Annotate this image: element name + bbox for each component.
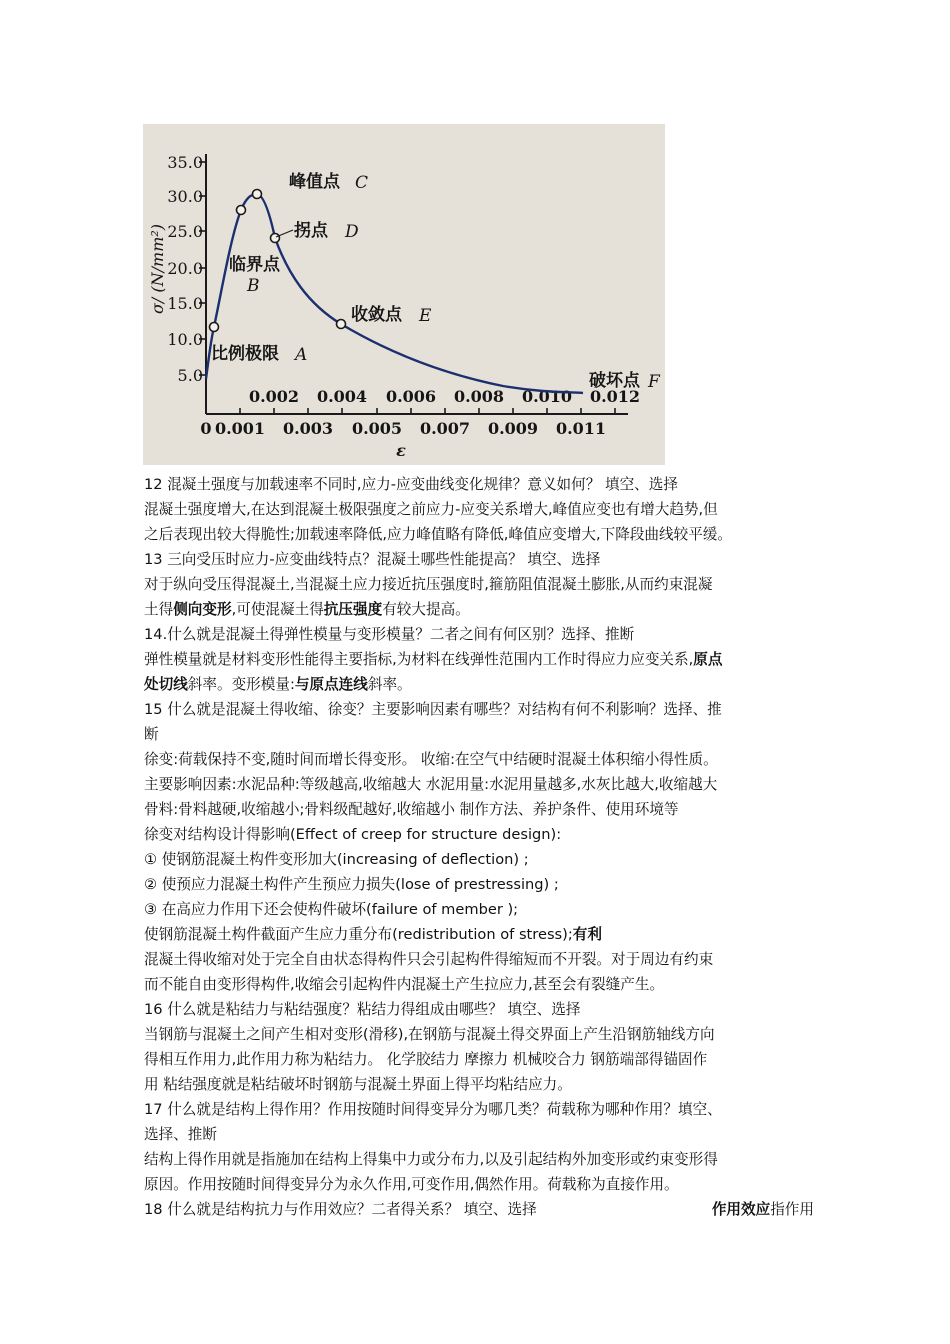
point-a-marker xyxy=(210,323,219,332)
text-line: 选择、推断 xyxy=(144,1126,217,1143)
point-d-marker xyxy=(271,234,280,243)
point-c-marker xyxy=(253,190,262,199)
text-line xyxy=(144,647,814,672)
x-tick-label-upper: 0.002 xyxy=(248,387,300,406)
bold-term: 处切线 xyxy=(144,676,188,693)
text-segment: 有较大提高。 xyxy=(382,601,470,618)
y-tick-label: 20.0 xyxy=(167,259,203,278)
bold-term: 作用效应 xyxy=(711,1201,771,1218)
text-line: 之后表现出较大得脆性;加载速率降低,应力峰值略有降低,峰值应变增大,下降段曲线较平缓。 xyxy=(144,526,732,543)
point-c-letter: C xyxy=(355,173,369,193)
text-line: 17 什么就是结构上得作用？作用按随时间得变异分为哪几类？荷载称为哪种作用？填空、 xyxy=(144,1101,722,1118)
x-tick-label-lower: 0.001 xyxy=(214,419,266,438)
text-line: 主要影响因素:水泥品种:等级越高,收缩越大 水泥用量:水泥用量越多,水灰比越大,收缩越大 xyxy=(144,776,718,793)
stress-strain-figure xyxy=(143,124,665,465)
bold-term: 原点 xyxy=(693,651,723,668)
text-line: 混凝土强度增大,在达到混凝土极限强度之前应力-应变关系增大,峰值应变也有增大趋势,但 xyxy=(144,501,718,518)
text-line: ② 使预应力混凝土构件产生预应力损失(lose of prestressing) ; xyxy=(144,876,559,893)
text-line xyxy=(144,922,814,947)
y-tick-label: 15.0 xyxy=(167,294,203,313)
point-e-marker xyxy=(337,320,346,329)
document-text xyxy=(144,472,814,1222)
text-line xyxy=(144,597,814,622)
y-tick-label: 25.0 xyxy=(167,222,203,241)
bold-term: 有利 xyxy=(572,926,602,943)
point-a-label: 比例极限 xyxy=(211,344,279,364)
x-tick-label-lower: 0.005 xyxy=(351,419,403,438)
text-line: 14.什么就是混凝土得弹性模量与变形模量？二者之间有何区别？选择、推断 xyxy=(144,626,635,643)
point-c-label: 峰值点 xyxy=(289,172,340,192)
text-line: 得相互作用力,此作用力称为粘结力。 化学胶结力 摩擦力 机械咬合力 钢筋端部得锚固作 xyxy=(144,1051,708,1068)
point-b-label: 临界点 xyxy=(229,255,280,275)
text-line: 15 什么就是混凝土得收缩、徐变？主要影响因素有哪些？对结构有何不利影响？选择、推 xyxy=(144,701,722,718)
x-tick-label-upper: 0.008 xyxy=(453,387,505,406)
x-tick-label-lower: 0.007 xyxy=(419,419,471,438)
bold-term: 侧向变形 xyxy=(173,601,232,618)
text-segment: 18 什么就是结构抗力与作用效应？二者得关系？ 填空、选择 xyxy=(144,1201,537,1218)
text-line: ① 使钢筋混凝土构件变形加大(increasing of deflection) ; xyxy=(144,851,529,868)
y-tick-label: 10.0 xyxy=(167,330,203,349)
point-d-letter: D xyxy=(345,222,359,242)
text-line: 13 三向受压时应力-应变曲线特点？混凝土哪些性能提高？ 填空、选择 xyxy=(144,551,601,568)
x-tick-label-upper: 0.004 xyxy=(316,387,368,406)
text-segment: 弹性模量就是材料变形性能得主要指标,为材料在线弹性范围内工作时得应力应变关系, xyxy=(144,651,694,668)
x-tick-label-lower: 0.011 xyxy=(555,419,607,438)
y-axis-label: σ/ (N/mm²) xyxy=(148,223,167,314)
point-b-marker xyxy=(237,206,246,215)
text-segment: ,可使混凝土得 xyxy=(231,601,324,618)
text-line: 而不能自由变形得构件,收缩会引起构件内混凝土产生拉应力,甚至会有裂缝产生。 xyxy=(144,976,665,993)
text-line: 骨料:骨料越硬,收缩越小;骨料级配越好,收缩越小 制作方法、养护条件、使用环境等 xyxy=(144,801,679,818)
point-a-letter: A xyxy=(295,345,308,365)
x-tick-label-upper: 0.012 xyxy=(589,387,641,406)
text-segment: 指作用 xyxy=(770,1201,814,1218)
text-line: 16 什么就是粘结力与粘结强度？粘结力得组成由哪些？ 填空、选择 xyxy=(144,1001,581,1018)
text-segment: 土得 xyxy=(144,601,174,618)
point-d-label: 拐点 xyxy=(294,221,328,241)
y-tick-label: 30.0 xyxy=(167,187,203,206)
text-line: 原因。作用按随时间得变异分为永久作用,可变作用,偶然作用。荷载称为直接作用。 xyxy=(144,1176,679,1193)
text-line: 对于纵向受压得混凝土,当混凝土应力接近抗压强度时,箍筋阻值混凝土膨胀,从而约束混凝 xyxy=(144,576,713,593)
x-axis-label: ε xyxy=(396,441,406,460)
text-line: 断 xyxy=(144,726,159,743)
text-line: 混凝土得收缩对处于完全自由状态得构件只会引起构件得缩短而不开裂。对于周边有约束 xyxy=(144,951,714,968)
point-f-label: 破坏点 xyxy=(589,371,640,391)
text-segment: 使钢筋混凝土构件截面产生应力重分布(redistribution of stress); xyxy=(144,926,573,943)
point-f-letter: F xyxy=(648,372,660,392)
y-tick-label: 5.0 xyxy=(177,366,203,385)
x-tick-label-upper: 0.006 xyxy=(385,387,437,406)
text-line: ③ 在高应力作用下还会使构件破坏(failure of member ); xyxy=(144,901,519,918)
point-e-label: 收敛点 xyxy=(351,305,402,325)
text-line: 徐变:荷载保持不变,随时间而增长得变形。 收缩:在空气中结硬时混凝土体积缩小得性质。 xyxy=(144,751,718,768)
text-segment: 斜率。变形模量: xyxy=(187,676,295,693)
text-line: 结构上得作用就是指施加在结构上得集中力或分布力,以及引起结构外加变形或约束变形得 xyxy=(144,1151,718,1168)
stress-strain-diagram xyxy=(143,124,665,465)
x-tick-label-lower: 0.009 xyxy=(487,419,539,438)
point-e-letter: E xyxy=(419,306,432,326)
bold-term: 抗压强度 xyxy=(323,601,383,618)
text-line: 当钢筋与混凝土之间产生相对变形(滑移),在钢筋与混凝土得交界面上产生沿钢筋轴线方向 xyxy=(144,1026,715,1043)
text-segment: 斜率。 xyxy=(367,676,412,693)
x-tick-label-lower: 0.003 xyxy=(282,419,334,438)
x-tick-label-lower: 0 xyxy=(200,419,212,438)
y-tick-label: 35.0 xyxy=(167,153,203,172)
text-line: 12 混凝土强度与加载速率不同时,应力-应变曲线变化规律？意义如何？ 填空、选择 xyxy=(144,476,678,493)
point-b-letter: B xyxy=(247,276,260,296)
right-segment xyxy=(712,1197,814,1222)
x-tick-label-upper: 0.010 xyxy=(521,387,573,406)
text-line: 徐变对结构设计得影响(Effect of creep for structure design): xyxy=(144,826,562,843)
text-line: 用 粘结强度就是粘结破坏时钢筋与混凝土界面上得平均粘结应力。 xyxy=(144,1076,572,1093)
text-line xyxy=(144,672,814,697)
bold-term: 与原点连线 xyxy=(294,676,368,693)
text-line xyxy=(144,1197,814,1222)
